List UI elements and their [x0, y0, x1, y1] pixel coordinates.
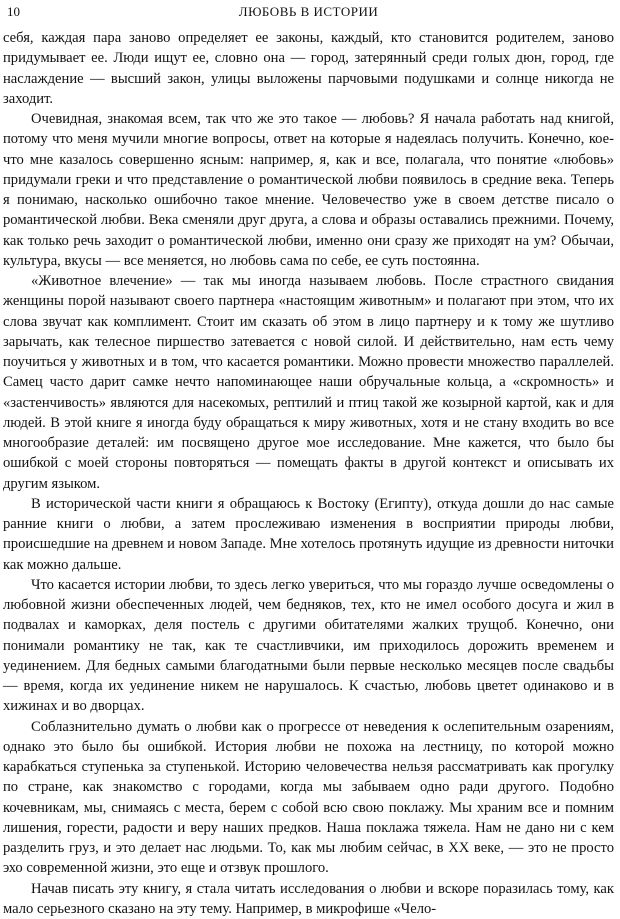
- paragraph: «Животное влечение» — так мы иногда называем любовь. После страстного свидания женщины порой называют своего партнера «настоящим животным» и полагают при этом, что их слова звучат как комплимент. Стоит им сказать об этом в лицо партнеру и к тому же шутливо зарычать, как телесное пиршество затевается с новой силой. И действительно, нам есть чему поучиться у животных и в том, что касается романтики. Можно провести множество параллелей. Самец часто дарит самке нечто напоминающее наши обручальные кольца, а «скромность» и «застенчивость» являются для насекомых, рептилий и птиц такой же козырной картой, как и для людей. В этой книге я иногда буду обращаться к миру животных, хотя и не стану входить во все многообразие деталей: им посвящено другое мое исследование. Мне кажется, что было бы ошибкой с моей стороны повторяться — помещать факты в другой контекст и описывать их другим языком.: [3, 271, 614, 494]
- paragraph: Что касается истории любви, то здесь легко увериться, что мы гораздо лучше осведомлены о любовной жизни обеспеченных людей, чем бедняков, тех, кто не имел особого досуга и жил в подвалах и каморках, деля постель с другими обитателями жалких трущоб. Конечно, они понимали романтику не так, как те счастливчики, им приходилось дорожить временем и уединением. Для бедных самыми благодатными были первые несколько месяцев после свадьбы — время, когда их уединение никем не нарушалось. К счастью, любовь цветет одинаково и в хижинах и во дворцах.: [3, 575, 614, 717]
- running-title: ЛЮБОВЬ В ИСТОРИИ: [3, 2, 614, 22]
- page-number: 10: [7, 2, 20, 22]
- paragraph: В исторической части книги я обращаюсь к Востоку (Египту), откуда дошли до нас самые ранние книги о любви, а затем прослеживаю изменения в восприятии природы любви, происшедшие на древнем и новом Западе. Мне хотелось протянуть идущие из древности ниточки как можно дальше.: [3, 494, 614, 575]
- body-text: [3, 28, 614, 919]
- paragraph: Соблазнительно думать о любви как о прогрессе от неведения к ослепительным озарениям, однако это было бы ошибкой. История любви не похожа на лестницу, по которой можно карабкаться ступенька за ступенькой. Историю человечества нельзя рассматривать как прогулку по стране, как знакомство с городами, когда мы забываем одно ради другого. Подобно кочевникам, мы, снимаясь с места, берем с собой всю свою поклажу. Мы храним все и помним лишения, горести, радости и веру наших предков. Наша поклажа тяжела. Нам не дано ни с кем разделить груз, и это делает нас людьми. То, как мы любим сейчас, в XX веке, — это не просто эхо современной жизни, это еще и отзвук прошлого.: [3, 717, 614, 879]
- page-header: [3, 2, 614, 24]
- paragraph: Начав писать эту книгу, я стала читать исследования о любви и вскоре поразилась тому, как мало серьезного сказано на эту тему. Например, в микрофише «Чело-: [3, 879, 614, 919]
- paragraph: Очевидная, знакомая всем, так что же это такое — любовь? Я начала работать над книгой, потому что меня мучили многие вопросы, ответ на которые я надеялась получить. Конечно, кое-что мне казалось совершенно ясным: например, я, как и все, полагала, что понятие «любовь» придумали греки и что представление о романтической любви появилось в средние века. Теперь я понимаю, насколько ошибочно такое мнение. Человечество уже в своем детстве писало о романтической любви. Века сменяли друг друга, а слова и образы оставались прежними. Почему, как только речь заходит о романтической любви, именно они сразу же приходят на ум? Обычаи, культура, вкусы — все меняется, но любовь сама по себе, ее суть постоянна.: [3, 109, 614, 271]
- paragraph-continuation: себя, каждая пара заново определяет ее законы, каждый, кто становится родителем, заново придумывает ее. Люди ищут ее, словно она — город, затерянный среди голых дюн, город, где наслаждение — высший закон, улицы выложены парчовыми подушками и солнце никогда не заходит.: [3, 28, 614, 109]
